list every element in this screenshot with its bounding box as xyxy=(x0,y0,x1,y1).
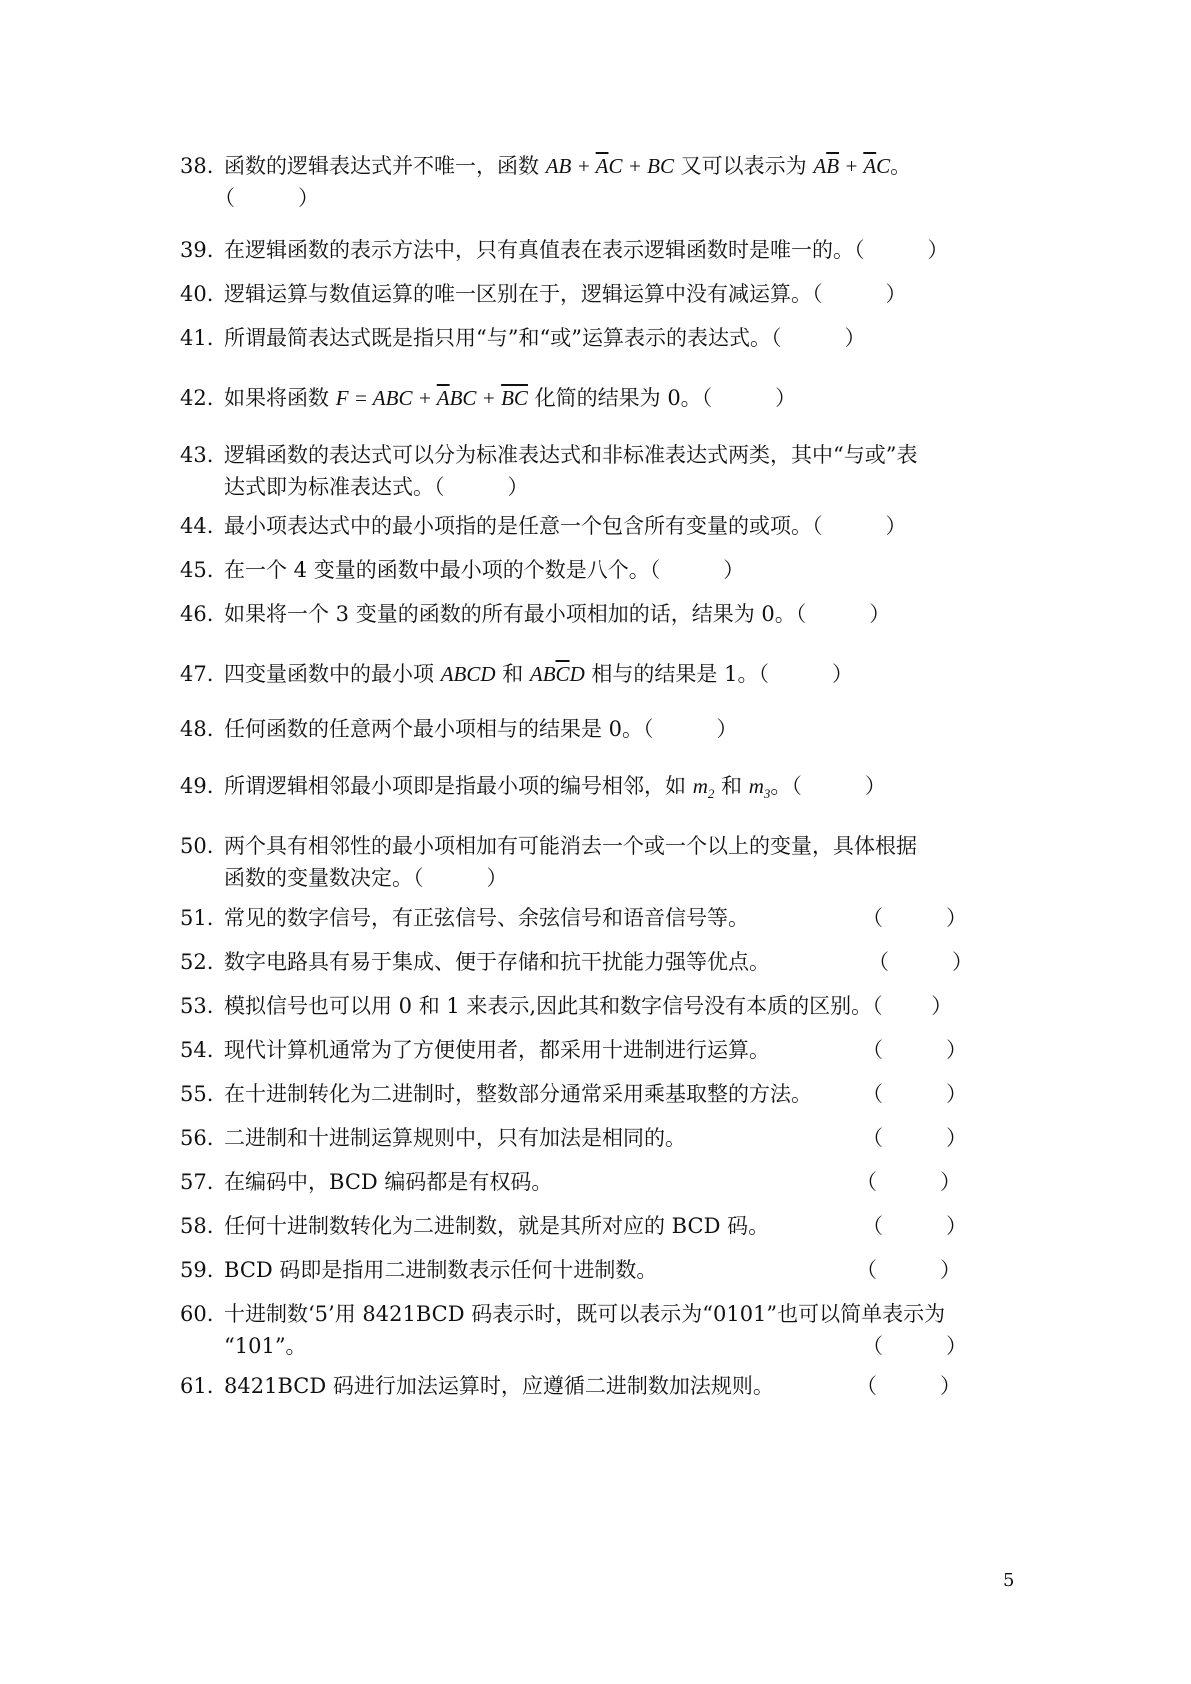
answer-blank: （ ） xyxy=(856,1374,961,1398)
question-text: 最小项表达式中的最小项指的是任意一个包含所有变量的或项。（ ） xyxy=(224,514,907,538)
document-page: 38. 函数的逻辑表达式并不唯一，函数 AB + $\overline{A}C$ + BC 又可以表示为 $A\overline{B} + \overline{A}C$。 （ ） 39. 在逻辑函数的表示方法中，只有真值表在表示逻辑函数时是唯一的。（ ） 40. 逻辑运算与数值运算的唯一区别在于，逻辑运算中没有减运算。（ ） 41. 所谓最简表达式既是指只用“与”和“或”运算表示的表达式。（ ） 42. 如果将函数 F = ABC + $\overline{A}BC + \overline{BC}$ 化简的结果为 0。（ ） 43. 逻辑函数的表达式可以分为标准表达式和非标准表达式两类，其中“与或”表 达式即为标准表达式。（ ） 44. 最小项表达式中的最小项指的是任意一个包含所有变量的或项。（ ） 45. 在一个 4 变量的函数中最小项的个数是八个。（ ） 46. 如果将一个 3 变量的函数的所有最小项相加的话，结果为 0。（ ） 47. 四变量函数中的最小项 ABCD 和 $AB\overline{C}D$ 相与的结果是 1。（ ） 48. 任何函数的任意两个最小项相与的结果是 0。（ ） 49. 所谓逻辑相邻最小项即是指最小项的编号相邻，如 $m_2$ 和 $m_3$。（ ） 50. 两个具有相邻性的最小项相加有可能消去一个或一个以上的变量，具体根据 函数的变量数决定。（ ） 51. 常见的数字信号，有正弦信号、余弦信号和语音信号等。 （ ） 52. 数字电路具有易于集成、便于存储和抗干扰能力强等优点。 （ ） 53. 模拟信号也可以用 0 和 1 来表示,因此其和数字信号没有本质的区别。（ ） 54. 现代计算机通常为了方便使用者，都采用十进制进行运算。 （ ） 55. 在十进制转化为二进制时，整数部分通常采用乘基取整的方法。 （ ） 56. 二进制和十进制运算规则中，只有加法是相同的。 （ ） 57. 在编码中，BCD 编码都是有权码。 （ ） 58. 任何十进制数转化为二进制数，就是其所对应的 BCD 码。 （ ） 59. BCD 码即是指用二进制数表示任何十进制数。 （ ） 60. 十进制数‘5’用 8421BCD 码表示时，既可以表示为“0101”也可以简单表示为 “101”。 （ ） 61. 8421BCD 码进行加法运算时，应遵循二进制数加法规则。 （ ） 5 xyxy=(0,0,1191,1684)
question-number: 48. xyxy=(180,717,214,741)
formula: AB + $\overline{A}C$ + BC xyxy=(545,154,674,178)
answer-blank: （ ） xyxy=(862,906,967,930)
question-number: 45. xyxy=(180,558,214,582)
formula: ABCD xyxy=(440,662,496,686)
question-number: 50. xyxy=(180,834,214,858)
question-number: 39. xyxy=(180,238,214,262)
formula: $AB\overline{C}D$ xyxy=(529,662,585,686)
question-text: 和 xyxy=(721,774,743,798)
answer-blank: （ ） xyxy=(862,1082,967,1106)
formula: $m_2$ xyxy=(692,774,715,802)
question-number: 49. xyxy=(180,774,214,798)
question-text: 如果将函数 xyxy=(224,386,329,410)
answer-blank: （ ） xyxy=(862,1334,967,1358)
question-number: 59. xyxy=(180,1258,214,1282)
question-text: 又可以表示为 xyxy=(680,154,807,178)
question-number: 58. xyxy=(180,1214,214,1238)
question-number: 41. xyxy=(180,326,214,350)
answer-blank: （ ） xyxy=(868,950,973,974)
question-text: 常见的数字信号，有正弦信号、余弦信号和语音信号等。 xyxy=(224,906,749,930)
question-number: 55. xyxy=(180,1082,214,1106)
question-text: 所谓逻辑相邻最小项即是指最小项的编号相邻，如 xyxy=(224,774,686,798)
answer-blank: （ ） xyxy=(856,1170,961,1194)
question-number: 54. xyxy=(180,1038,214,1062)
question-text: 所谓最简表达式既是指只用“与”和“或”运算表示的表达式。（ ） xyxy=(224,326,866,350)
question-number: 61. xyxy=(180,1374,214,1398)
question-number: 56. xyxy=(180,1126,214,1150)
question-text: 化简的结果为 0。（ ） xyxy=(534,386,797,410)
answer-blank: （ ） xyxy=(214,186,319,210)
question-number: 42. xyxy=(180,386,214,410)
question-text: 相与的结果是 1。（ ） xyxy=(591,662,853,686)
question-number: 43. xyxy=(180,443,214,467)
question-text: 四变量函数中的最小项 xyxy=(224,662,434,686)
question-number: 38. xyxy=(180,154,214,178)
question-text: 在编码中，BCD 编码都是有权码。 xyxy=(224,1170,553,1194)
question-text: 二进制和十进制运算规则中，只有加法是相同的。 xyxy=(224,1126,686,1150)
question-text: 模拟信号也可以用 0 和 1 来表示,因此其和数字信号没有本质的区别。（ ） xyxy=(224,994,953,1018)
answer-blank: （ ） xyxy=(862,1038,967,1062)
question-text: 在逻辑函数的表示方法中，只有真值表在表示逻辑函数时是唯一的。（ ） xyxy=(224,238,949,262)
question-text: 逻辑函数的表达式可以分为标准表达式和非标准表达式两类，其中“与或”表 xyxy=(224,443,918,467)
question-text: 达式即为标准表达式。（ ） xyxy=(224,475,529,499)
question-number: 46. xyxy=(180,602,214,626)
question-text: 两个具有相邻性的最小项相加有可能消去一个或一个以上的变量，具体根据 xyxy=(224,834,917,858)
answer-blank: （ ） xyxy=(862,1214,967,1238)
page-number: 5 xyxy=(1003,1570,1015,1591)
question-number: 44. xyxy=(180,514,214,538)
question-text: 和 xyxy=(502,662,524,686)
question-text: 现代计算机通常为了方便使用者，都采用十进制进行运算。 xyxy=(224,1038,770,1062)
question-text: BCD 码即是指用二进制数表示任何十进制数。 xyxy=(224,1258,658,1282)
question-number: 51. xyxy=(180,906,214,930)
question-number: 60. xyxy=(180,1302,214,1326)
question-number: 40. xyxy=(180,282,214,306)
question-text: 如果将一个 3 变量的函数的所有最小项相加的话，结果为 0。（ ） xyxy=(224,602,891,626)
question-text: 任何函数的任意两个最小项相与的结果是 0。（ ） xyxy=(224,717,738,741)
question-text: 十进制数‘5’用 8421BCD 码表示时，既可以表示为“0101”也可以简单表示为 xyxy=(224,1302,946,1326)
formula: $A\overline{B} + \overline{A}C$ xyxy=(813,154,891,178)
question-text: 在一个 4 变量的函数中最小项的个数是八个。（ ） xyxy=(224,558,745,582)
question-number: 57. xyxy=(180,1170,214,1194)
question-text: 在十进制转化为二进制时，整数部分通常采用乘基取整的方法。 xyxy=(224,1082,812,1106)
question-number: 53. xyxy=(180,994,214,1018)
question-text: 任何十进制数转化为二进制数，就是其所对应的 BCD 码。 xyxy=(224,1214,770,1238)
formula: F = ABC + $\overline{A}BC + \overline{BC}$ xyxy=(335,386,528,410)
question-text: “101”。 xyxy=(224,1334,307,1358)
formula: $m_3$ xyxy=(748,774,771,802)
question-text: 函数的变量数决定。（ ） xyxy=(224,866,508,890)
question-text: 8421BCD 码进行加法运算时，应遵循二进制数加法规则。 xyxy=(224,1374,774,1398)
question-text: 逻辑运算与数值运算的唯一区别在于，逻辑运算中没有减运算。（ ） xyxy=(224,282,907,306)
answer-blank: （ ） xyxy=(856,1258,961,1282)
question-number: 47. xyxy=(180,662,214,686)
question-number: 52. xyxy=(180,950,214,974)
question-text: 数字电路具有易于集成、便于存储和抗干扰能力强等优点。 xyxy=(224,950,770,974)
question-text: 函数的逻辑表达式并不唯一，函数 xyxy=(224,154,539,178)
answer-blank: （ ） xyxy=(862,1126,967,1150)
